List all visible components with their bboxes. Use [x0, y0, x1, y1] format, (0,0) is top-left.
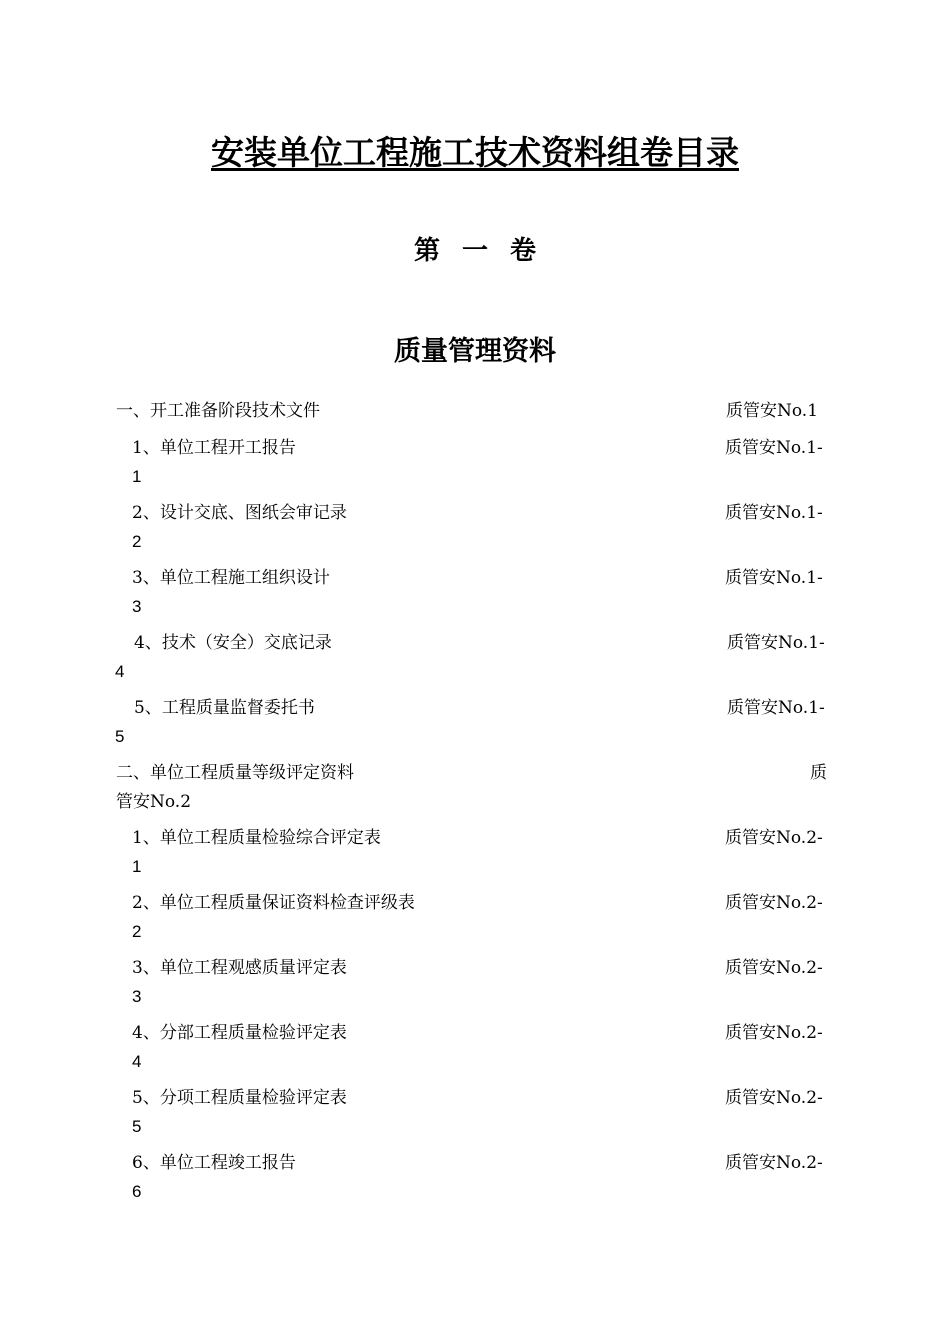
toc-item-code-tail: 1: [132, 467, 142, 486]
toc-item-code: 质管安No.2-: [725, 828, 823, 848]
toc-item-code: 质管安No.2-: [725, 1088, 823, 1108]
toc-item-code-tail: 1: [132, 857, 142, 876]
document-title: 安装单位工程施工技术资料组卷目录: [211, 133, 739, 172]
toc-item-code-tail: 2: [132, 532, 142, 551]
toc-item-code: 质管安No.2-: [725, 1153, 823, 1173]
toc-item-label: 3、单位工程施工组织设计: [132, 568, 330, 588]
toc-item-code-tail: 6: [132, 1182, 142, 1201]
toc-item-code-tail: 5: [115, 727, 125, 746]
toc-item-code: 质管安No.1-: [727, 633, 825, 653]
toc-item-label: 4、分部工程质量检验评定表: [132, 1023, 347, 1043]
section-heading: 质量管理资料: [394, 336, 556, 367]
toc-item-code: 质管安No.1-: [727, 698, 825, 718]
toc-item-code-tail: 3: [132, 597, 142, 616]
toc-item-label: 2、设计交底、图纸会审记录: [132, 503, 347, 523]
toc-item-label: 3、单位工程观感质量评定表: [132, 958, 347, 978]
toc-part2-label: 二、单位工程质量等级评定资料: [116, 763, 354, 783]
volume-heading: 第一卷: [413, 236, 558, 266]
toc-item-code: 质管安No.2-: [725, 893, 823, 913]
toc-item-code: 质管安No.2-: [725, 1023, 823, 1043]
toc-item-code: 质管安No.2-: [725, 958, 823, 978]
toc-item-code-tail: 2: [132, 922, 142, 941]
toc-part2-code-head: 质: [810, 763, 827, 783]
toc-item-code-tail: 3: [132, 987, 142, 1006]
toc-item-code-tail: 4: [132, 1052, 142, 1071]
toc-item-label: 5、工程质量监督委托书: [134, 698, 315, 718]
toc-item-label: 1、单位工程开工报告: [132, 438, 296, 458]
toc-item-code: 质管安No.1-: [725, 438, 823, 458]
toc-item-code: 质管安No.1-: [725, 568, 823, 588]
toc-item-code-tail: 5: [132, 1117, 142, 1136]
toc-item-label: 4、技术（安全）交底记录: [134, 633, 332, 653]
toc-part1-code: 质管安No.1: [726, 401, 819, 421]
toc-item-code-tail: 4: [115, 662, 125, 681]
toc-item-label: 6、单位工程竣工报告: [132, 1153, 296, 1173]
toc-part1-label: 一、开工准备阶段技术文件: [116, 401, 320, 421]
toc-part2-code-tail: 管安No.2: [116, 792, 192, 812]
toc-item-label: 2、单位工程质量保证资料检查评级表: [132, 893, 415, 913]
toc-item-label: 5、分项工程质量检验评定表: [132, 1088, 347, 1108]
toc-item-label: 1、单位工程质量检验综合评定表: [132, 828, 381, 848]
toc-item-code: 质管安No.1-: [725, 503, 823, 523]
